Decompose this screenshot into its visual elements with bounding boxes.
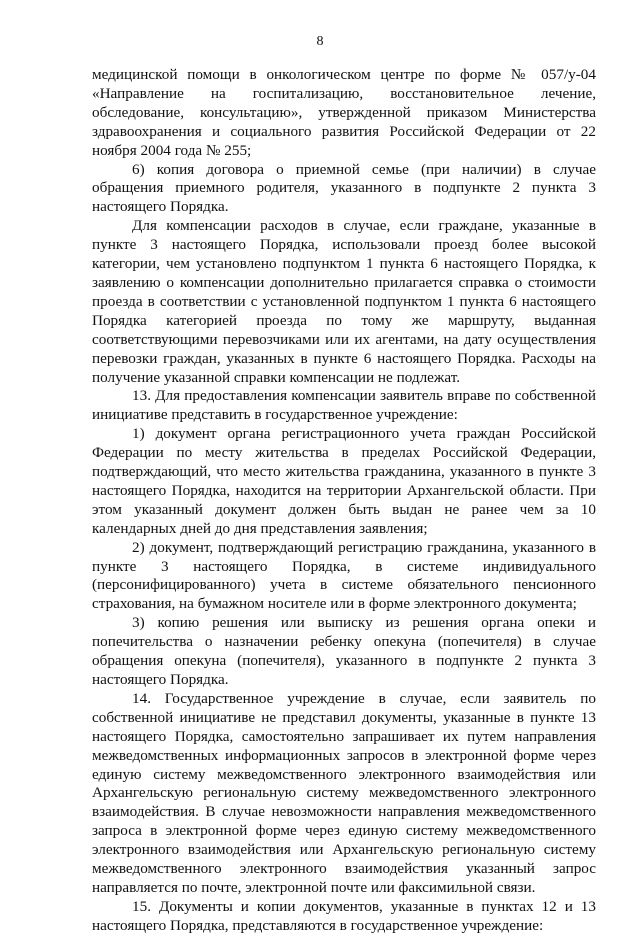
paragraph-continuation: медицинской помощи в онкологическом центре по форме № 057/у-04 «Направление на госпитализацию, восстановительное лечение, обследование, консультацию», утвержденной приказом Министерства здравоохранения и социального развития Российской Федерации от 22 ноября 2004 года № 255; [92,66,596,159]
document-body [92,66,596,936]
paragraph-14: 14. Государственное учреждение в случае, если заявитель по собственной инициативе не представил документы, указанные в пункте 13 настоящего Порядка, самостоятельно запрашивает их путем направления межведомственных информационных запросов в электронной форме через единую систему межведомственного электронного взаимодействия или Архангельскую региональную систему межведомственного электронного взаимодействия. В случае невозможности направления межведомственного запроса в электронной форме через единую систему межведомственного электронного взаимодействия или Архангельскую региональную систему межведомственного электронного взаимодействия указанный запрос направляется по почте, электронной почте или факсимильной связи. [92,689,596,896]
paragraph-13-item-3: 3) копию решения или выписку из решения органа опеки и попечительства о назначении ребенку опекуна (попечителя) в случае обращения опекуна (попечителя), указанного в подпункте 2 пункта 3 настоящего Порядка. [92,614,596,688]
paragraph-item-6: 6) копия договора о приемной семье (при наличии) в случае обращения приемного родителя, указанного в подпункте 2 пункта 3 настоящего Порядка. [92,160,596,216]
paragraph-15: 15. Документы и копии документов, указанные в пунктах 12 и 13 настоящего Порядка, представляются в государственное учреждение: [92,897,596,934]
paragraph-compensation: Для компенсации расходов в случае, если граждане, указанные в пункте 3 настоящего Порядка, использовали проезд более высокой категории, чем установлено подпунктом 1 пункта 6 настоящего Порядка, к заявлению о компенсации дополнительно прилагается справка о стоимости проезда в соответствии с установленной подпунктом 1 пункта 6 настоящего Порядка категорией проезда по тому же маршруту, выданная соответствующими перевозчиками или их агентами, на дату осуществления перевозки граждан, указанных в пункте 6 настоящего Порядка. Расходы на получение указанной справки компенсации не подлежат. [92,217,596,386]
paragraph-13-item-2: 2) документ, подтверждающий регистрацию гражданина, указанного в пункте 3 настоящего Порядка, в системе индивидуального (персонифицированного) учета в системе обязательного пенсионного страхования, на бумажном носителе или в форме электронного документа; [92,538,596,613]
paragraph-13: 13. Для предоставления компенсации заявитель вправе по собственной инициативе представить в государственное учреждение: [92,387,596,424]
page-number: 8 [316,34,324,49]
paragraph-13-item-1: 1) документ органа регистрационного учета граждан Российской Федерации по месту жительства в пределах Российской Федерации, подтверждающий, что место жительства гражданина, указанного в пункте 3 настоящего Порядка, находится на территории Архангельской области. При этом указанный документ должен быть выдан не ранее чем за 10 календарных дней до дня представления заявления; [92,425,596,537]
